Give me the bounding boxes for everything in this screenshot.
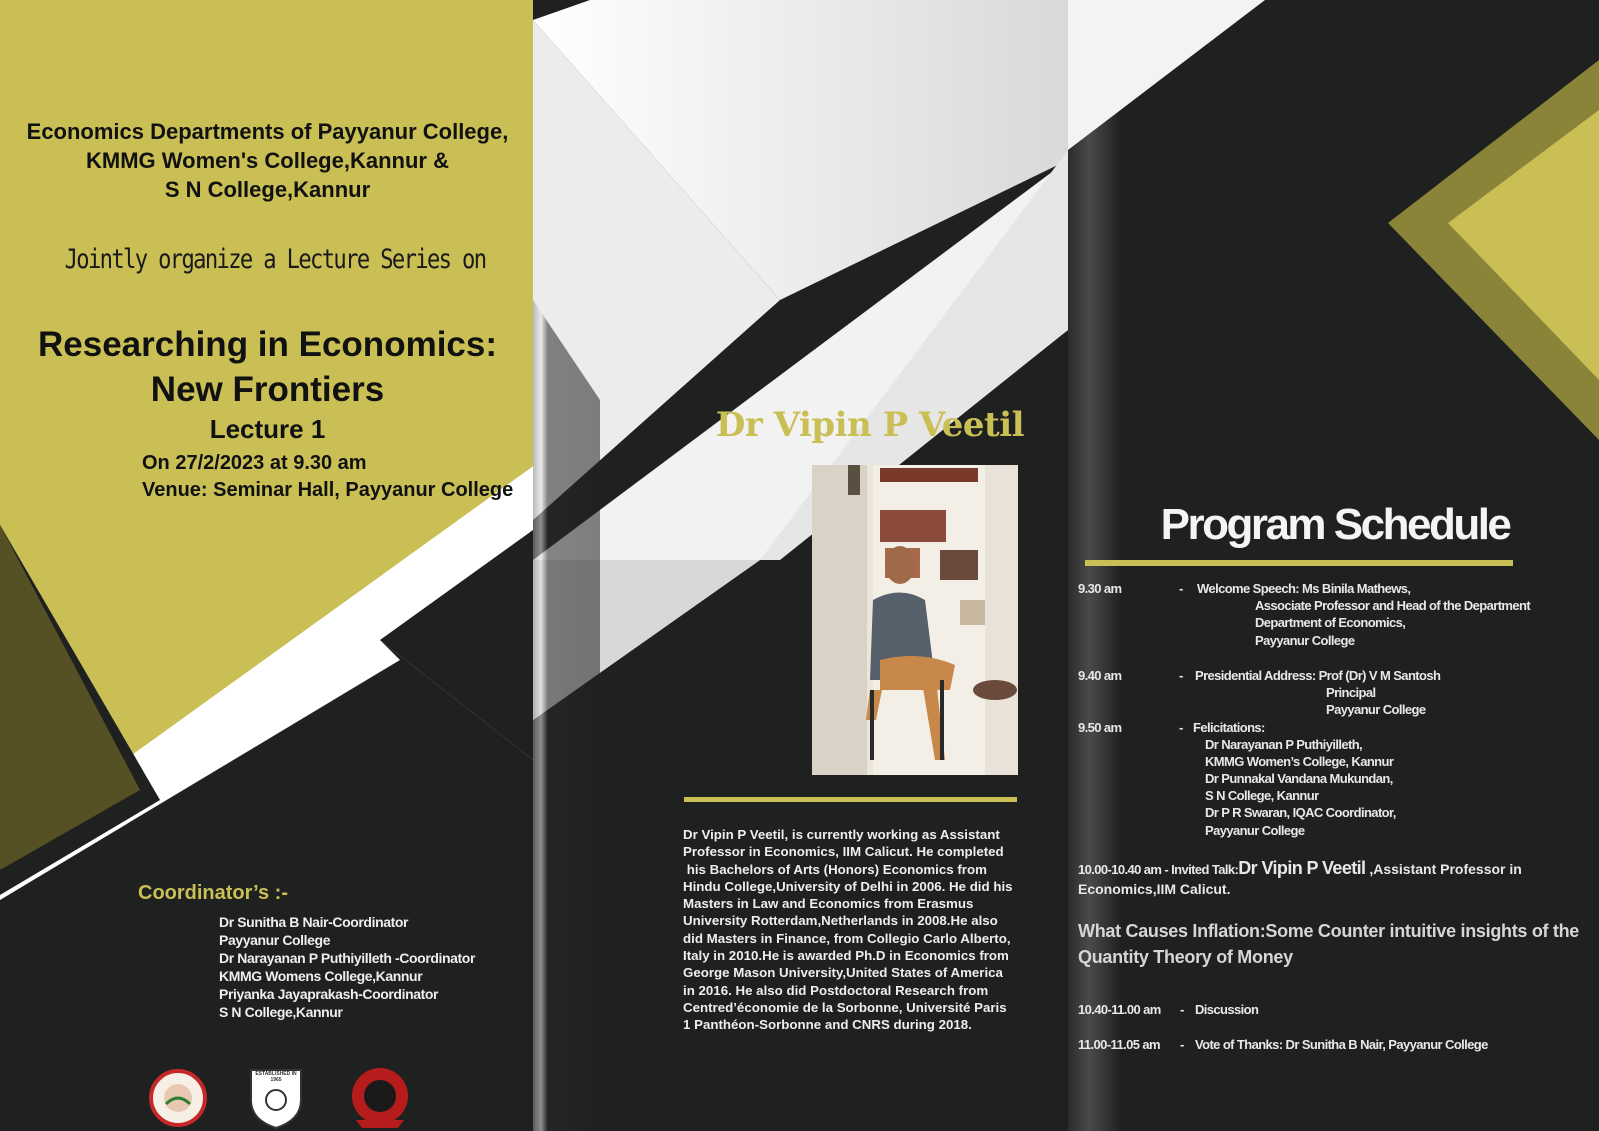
schedule-dash: -: [1180, 1037, 1184, 1052]
talk-speaker-name: Dr Vipin P Veetil: [1238, 858, 1366, 878]
schedule-detail: S N College, Kannur: [1205, 788, 1319, 803]
sn-logo-text: ESTABLISHED IN 1965: [255, 1071, 297, 1083]
organizer-line-2: KMMG Women's College,Kannur &: [86, 148, 449, 173]
talk-affiliation: Economics,IIM Calicut.: [1078, 881, 1231, 897]
bio-line: Hindu College,University of Delhi in 2006. He did his: [683, 878, 1013, 894]
series-title-line-2: New Frontiers: [150, 370, 385, 409]
lecture-venue: Venue: Seminar Hall, Payyanur College: [142, 479, 514, 501]
schedule-time: 11.00-11.05 am: [1078, 1037, 1160, 1052]
schedule-detail: Payyanur College: [1205, 823, 1305, 838]
talk-suffix: ,Assistant Professor in: [1365, 861, 1522, 877]
bio-line: his Bachelors of Arts (Honors) Economics from: [683, 861, 987, 877]
schedule-detail: Dr Punnakal Vandana Mukundan,: [1205, 771, 1393, 786]
organizer-line-1: Economics Departments of Payyanur College,: [26, 119, 509, 144]
speaker-photo: [812, 465, 1018, 775]
schedule-time: 9.40 am: [1078, 668, 1122, 683]
schedule-label: Vote of Thanks: Dr Sunitha B Nair, Payyanur College: [1195, 1037, 1488, 1052]
schedule-dash: -: [1179, 720, 1183, 735]
coordinator-line: Priyanka Jayaprakash-Coordinator: [219, 986, 439, 1002]
schedule-rule: [1085, 560, 1513, 566]
schedule-detail: Dr Narayanan P Puthiyilleth,: [1205, 737, 1363, 752]
lecture-date: On 27/2/2023 at 9.30 am: [142, 452, 367, 474]
bio-line: University Rotterdam,Netherlands in 2008.He also: [683, 913, 998, 929]
schedule-detail: Principal: [1326, 685, 1376, 700]
coordinator-line: S N College,Kannur: [219, 1004, 343, 1020]
mid-rule: [684, 797, 1017, 802]
bio-line: in 2016. He also did Postdoctoral Research from: [683, 982, 989, 998]
bio-line: Dr Vipin P Veetil, is currently working as Assistant: [683, 827, 1000, 842]
schedule-label: Presidential Address: Prof (Dr) V M Santosh: [1195, 668, 1441, 683]
bio-line: 1 Panthéon-Sorbonne and CNRS during 2018.: [683, 1017, 972, 1033]
bio-line: Centred’économie de la Sorbonne, Université Paris: [683, 999, 1007, 1015]
lecture-number: Lecture 1: [209, 414, 326, 444]
schedule-time: 10.40-11.00 am: [1078, 1002, 1161, 1017]
invited-talk-line: [1078, 860, 1522, 878]
schedule-label: Felicitations:: [1193, 720, 1265, 735]
schedule-time: 9.30 am: [1078, 581, 1122, 596]
schedule-detail: Dr P R Swaran, IQAC Coordinator,: [1205, 805, 1396, 820]
program-schedule-title: Program Schedule: [1160, 500, 1510, 549]
bio-line: did Masters in Finance, from Collegio Carlo Alberto,: [683, 930, 1011, 946]
schedule-detail: KMMG Women’s College, Kannur: [1205, 754, 1394, 769]
schedule-dash: -: [1179, 581, 1183, 596]
coordinator-line: Dr Narayanan P Puthiyilleth -Coordinator: [219, 950, 476, 966]
schedule-detail: Associate Professor and Head of the Department: [1255, 598, 1531, 613]
schedule-detail: Department of Economics,: [1255, 615, 1406, 630]
schedule-dash: -: [1179, 668, 1183, 683]
schedule-detail: Payyanur College: [1255, 633, 1355, 648]
organizer-line-3: S N College,Kannur: [164, 177, 371, 202]
bio-line: Masters in Law and Economics from Erasmus: [683, 896, 974, 912]
talk-topic: What Causes Inflation:Some Counter intuitive insights of the Quantity Theory of Money: [1078, 921, 1580, 967]
series-title-line-1: Researching in Economics:: [37, 325, 498, 364]
coordinator-line: Payyanur College: [219, 932, 331, 948]
talk-time: 10.00-10.40 am -: [1078, 862, 1169, 877]
schedule-detail: Payyanur College: [1326, 702, 1426, 717]
speaker-bio: [683, 826, 1048, 1034]
schedule-dash: -: [1180, 1002, 1184, 1017]
schedule-label: Welcome Speech: Ms Binila Mathews,: [1197, 581, 1411, 596]
speaker-name: Dr Vipin P Veetil: [715, 405, 1025, 445]
coordinator-line: KMMG Womens College,Kannur: [219, 968, 423, 984]
bio-line: Professor in Economics, IIM Calicut. He completed: [683, 844, 1004, 860]
talk-prefix: Invited Talk:: [1171, 862, 1239, 877]
kmmg-college-seal-logo: [151, 1071, 205, 1125]
coordinators-heading: Coordinator’s :-: [138, 882, 288, 904]
fold-shadow-mid: [533, 300, 600, 1131]
bio-line: George Mason University,United States of America: [683, 965, 1003, 981]
schedule-time: 9.50 am: [1078, 720, 1122, 735]
schedule-label: Discussion: [1195, 1002, 1259, 1017]
jointly-text: Jointly organize a Lecture Series on: [64, 244, 486, 275]
coordinator-line: Dr Sunitha B Nair-Coordinator: [219, 914, 409, 930]
bio-line: Italy in 2010.He is awarded Ph.D in Economics from: [683, 948, 1009, 964]
